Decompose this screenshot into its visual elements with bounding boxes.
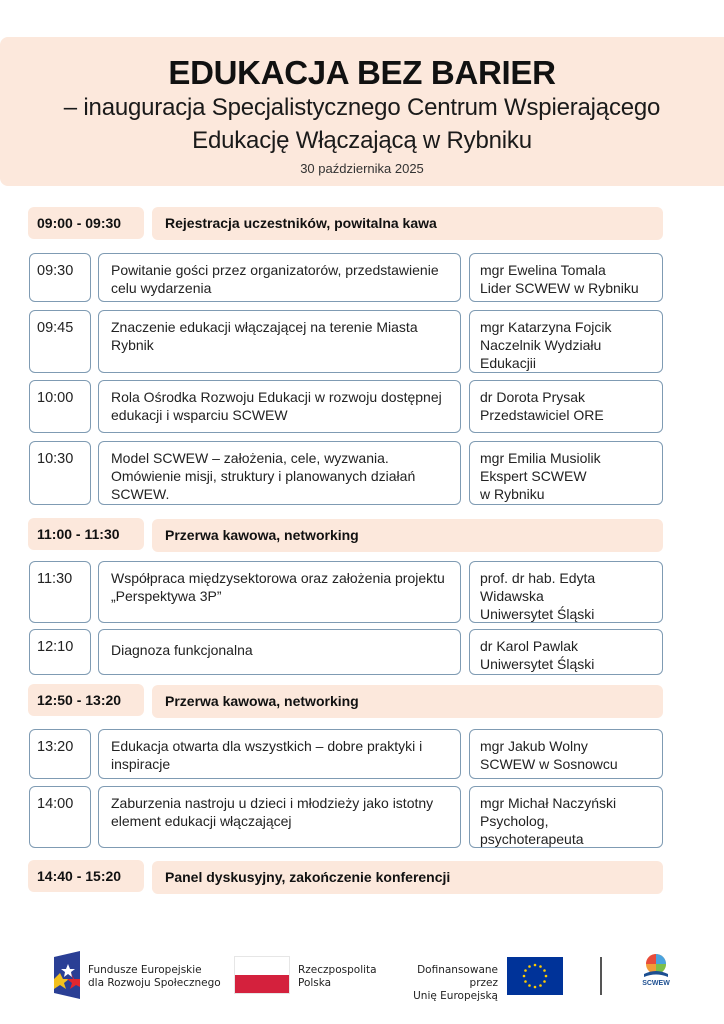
session-time: 13:20 xyxy=(29,729,91,779)
speaker-name: mgr Emilia Musiolik xyxy=(480,450,601,466)
header-banner xyxy=(0,37,724,186)
session-speaker xyxy=(469,561,663,623)
fe-text xyxy=(88,964,221,990)
speaker-role: Psycholog, xyxy=(480,813,549,829)
event-date: 30 października 2025 xyxy=(300,161,424,176)
poland-flag-icon xyxy=(234,956,290,994)
break-time: 14:40 - 15:20 xyxy=(28,860,144,892)
session-time: 09:45 xyxy=(29,310,91,373)
break-label: Panel dyskusyjny, zakończenie konferencji xyxy=(152,861,663,894)
pl-text xyxy=(298,964,377,990)
eu-text-line1: Dofinansowane przez xyxy=(417,964,498,989)
session-topic: Znaczenie edukacji włączającej na terenie Miasta Rybnik xyxy=(98,310,461,373)
session-speaker xyxy=(469,380,663,433)
footer-divider xyxy=(600,957,602,995)
speaker-role: Ekspert SCWEW xyxy=(480,468,587,484)
session-time: 14:00 xyxy=(29,786,91,848)
session-time: 09:30 xyxy=(29,253,91,302)
break-time: 09:00 - 09:30 xyxy=(28,207,144,239)
fe-text-line2: dla Rozwoju Społecznego xyxy=(88,977,221,989)
break-time: 12:50 - 13:20 xyxy=(28,684,144,716)
speaker-name: mgr Michał Naczyński xyxy=(480,795,617,811)
page-subtitle-line1: – inauguracja Specjalistycznego Centrum Wspierającego xyxy=(63,94,661,121)
pl-text-line2: Polska xyxy=(298,977,332,989)
speaker-role: Uniwersytet Śląski xyxy=(480,656,595,672)
speaker-role: psychoterapeuta xyxy=(480,831,584,847)
speaker-role: Naczelnik Wydziału xyxy=(480,337,602,353)
break-label: Rejestracja uczestników, powitalna kawa xyxy=(152,207,663,240)
fundusze-europejskie-logo-icon xyxy=(54,951,80,999)
session-time: 10:00 xyxy=(29,380,91,433)
session-time: 11:30 xyxy=(29,561,91,623)
scwew-logo-icon xyxy=(638,952,674,1000)
eu-text xyxy=(395,964,498,1003)
page-title: EDUKACJA BEZ BARIER xyxy=(168,54,556,91)
session-speaker xyxy=(469,786,663,848)
speaker-role: w Rybniku xyxy=(480,486,545,502)
page-subtitle-line2: Edukację Włączającą w Rybniku xyxy=(192,127,532,154)
session-speaker xyxy=(469,253,663,302)
session-speaker xyxy=(469,729,663,779)
speaker-name: dr Karol Pawlak xyxy=(480,638,579,654)
break-label: Przerwa kawowa, networking xyxy=(152,519,663,552)
session-topic: Rola Ośrodka Rozwoju Edukacji w rozwoju dostępnej edukacji i wsparciu SCWEW xyxy=(98,380,461,433)
session-time: 12:10 xyxy=(29,629,91,675)
eu-flag-icon xyxy=(507,957,563,995)
speaker-role: Uniwersytet Śląski xyxy=(480,606,595,622)
speaker-role: Przedstawiciel ORE xyxy=(480,407,604,423)
speaker-role: SCWEW w Sosnowcu xyxy=(480,756,618,772)
session-speaker xyxy=(469,310,663,373)
eu-text-line2: Unię Europejską xyxy=(413,990,498,1002)
speaker-role: Lider SCWEW w Rybniku xyxy=(480,280,639,296)
break-time: 11:00 - 11:30 xyxy=(28,518,144,550)
session-speaker xyxy=(469,629,663,675)
session-time: 10:30 xyxy=(29,441,91,505)
session-topic: Zaburzenia nastroju u dzieci i młodzieży jako istotny element edukacji włączającej xyxy=(98,786,461,848)
session-topic: Diagnoza funkcjonalna xyxy=(98,629,461,675)
scwew-logo-text: SCWEW xyxy=(642,980,670,987)
session-speaker xyxy=(469,441,663,505)
session-topic: Edukacja otwarta dla wszystkich – dobre praktyki i inspiracje xyxy=(98,729,461,779)
break-label: Przerwa kawowa, networking xyxy=(152,685,663,718)
pl-text-line1: Rzeczpospolita xyxy=(298,964,377,976)
speaker-name: mgr Jakub Wolny xyxy=(480,738,588,754)
speaker-name: dr Dorota Prysak xyxy=(480,389,586,405)
speaker-name: mgr Ewelina Tomala xyxy=(480,262,606,278)
speaker-name: mgr Katarzyna Fojcik xyxy=(480,319,612,335)
footer-logos xyxy=(0,940,724,1010)
speaker-role: Edukacjii xyxy=(480,355,537,371)
session-topic: Model SCWEW – założenia, cele, wyzwania. Omówienie misji, struktury i planowanych działań SCWEW. xyxy=(98,441,461,505)
speaker-name: Widawska xyxy=(480,588,544,604)
session-topic: Powitanie gości przez organizatorów, przedstawienie celu wydarzenia xyxy=(98,253,461,302)
fe-text-line1: Fundusze Europejskie xyxy=(88,964,202,976)
session-topic: Współpraca międzysektorowa oraz założenia projektu „Perspektywa 3P” xyxy=(98,561,461,623)
speaker-name: prof. dr hab. Edyta xyxy=(480,570,596,586)
